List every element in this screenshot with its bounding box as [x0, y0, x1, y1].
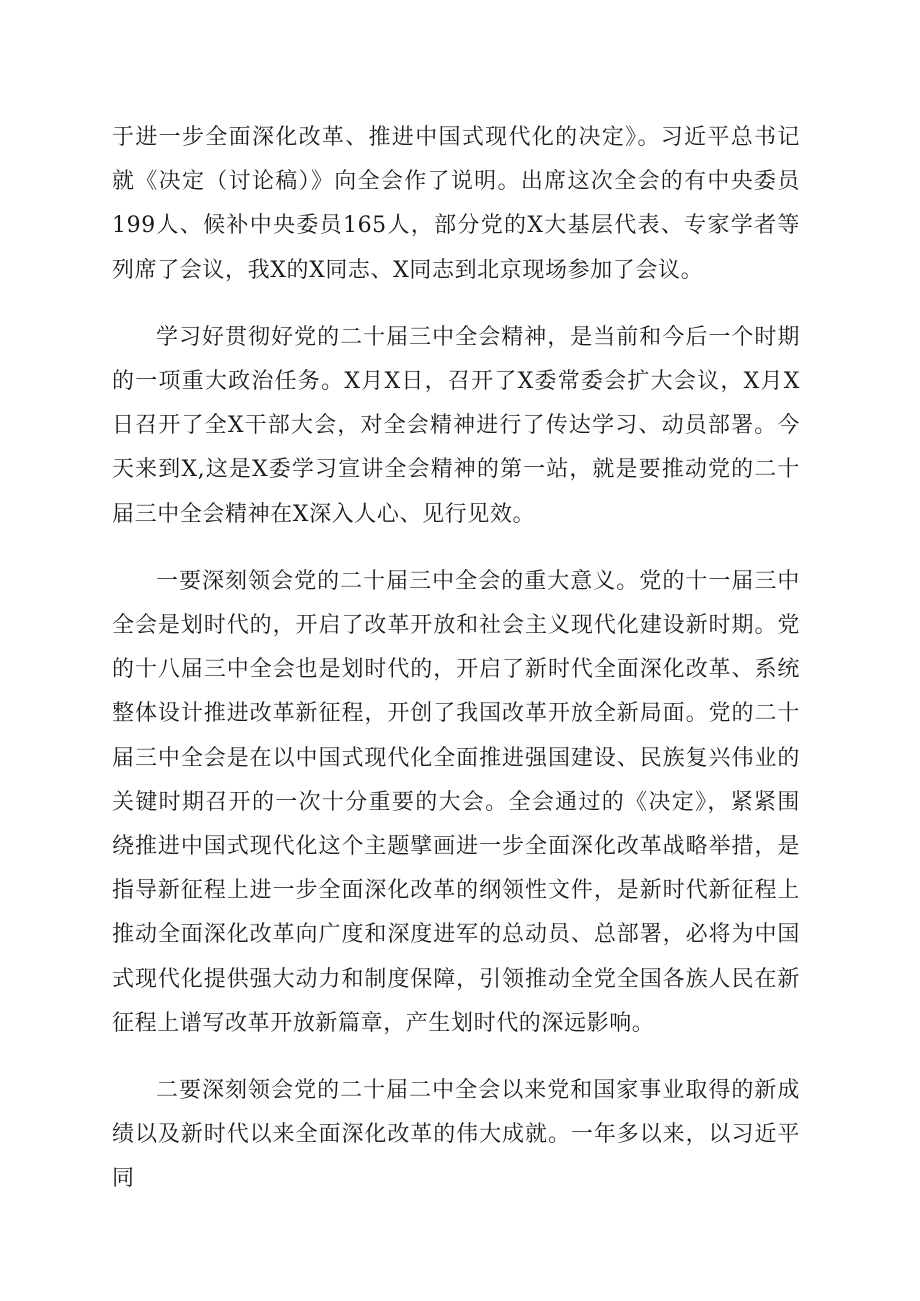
- paragraph-2: 学习好贯彻好党的二十届三中全会精神，是当前和今后一个时期的一项重大政治任务。X月X日，召开了X委常委会扩大会议，X月X日召开了全X干部大会，对全会精神进行了传达学习、动员部署。今天来到X,这是X委学习宣讲全会精神的第一站，就是要推动党的二十届三中全会精神在X深入人心、见行见效。: [112, 324, 800, 527]
- paragraph-3: 一要深刻领会党的二十届三中全会的重大意义。党的十一届三中全会是划时代的，开启了改革开放和社会主义现代化建设新时期。党的十八届三中全会也是划时代的，开启了新时代全面深化改革、系统整体设计推进改革新征程，开创了我国改革开放全新局面。党的二十届三中全会是在以中国式现代化全面推进强国建设、民族复兴伟业的关键时期召开的一次十分重要的大会。全会通过的《决定》，紧紧围绕推进中国式现代化这个主题擘画进一步全面深化改革战略举措，是指导新征程上进一步全面深化改革的纲领性文件，是新时代新征程上推动全面深化改革向广度和深度进军的总动员、总部署，必将为中国式现代化提供强大动力和制度保障，引领推动全党全国各族人民在新征程上谱写改革开放新篇章，产生划时代的深远影响。: [112, 568, 800, 1036]
- document-page: [112, 116, 800, 1225]
- paragraph-1: 于进一步全面深化改革、推进中国式现代化的决定》。习近平总书记就《决定（讨论稿）》向全会作了说明。出席这次全会的有中央委员199人、候补中央委员165人，部分党的X大基层代表、专家学者等列席了会议，我X的X同志、X同志到北京现场参加了会议。: [112, 125, 800, 283]
- paragraph-4: 二要深刻领会党的二十届二中全会以来党和国家事业取得的新成绩以及新时代以来全面深化改革的伟大成就。一年多以来，以习近平同: [112, 1078, 800, 1192]
